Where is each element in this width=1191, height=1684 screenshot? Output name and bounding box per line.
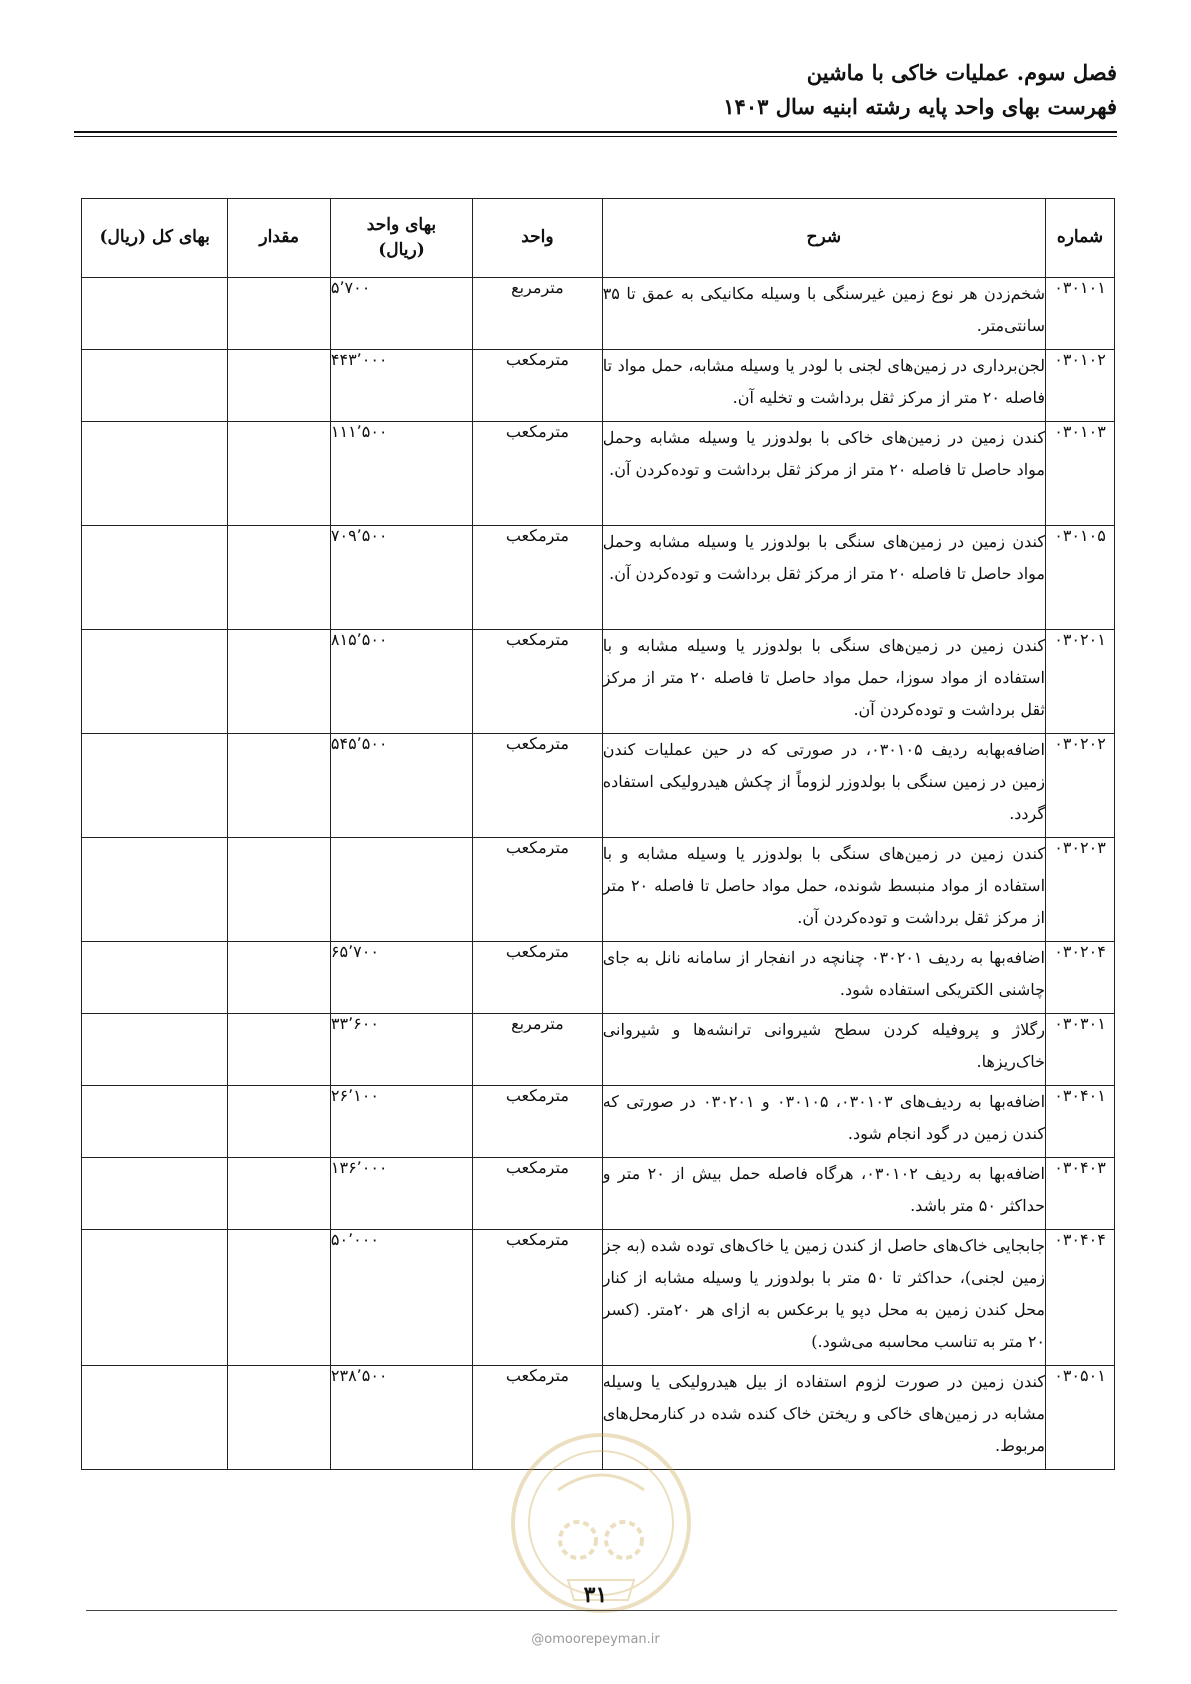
page-number: ۳۱ — [583, 1582, 608, 1608]
table-header-row — [82, 199, 1115, 278]
table-row — [82, 838, 1115, 942]
row-description: اضافه‌بهابه ردیف ۰۳۰۱۰۵، در صورتی که در حین عملیات کندن زمین در زمین سنگی با بولدوزر لزوماً از چکش هیدرولیکی استفاده گردد. — [602, 734, 1045, 838]
row-description: کندن زمین در زمین‌های خاکی با بولدوزر یا وسیله مشابه وحمل مواد حاصل تا فاصله ۲۰ متر از مرکز ثقل برداشت و توده‌کردن آن. — [602, 422, 1045, 526]
row-code: ۰۳۰۳۰۱ — [1046, 1014, 1115, 1086]
row-unit: مترمکعب — [473, 1366, 603, 1470]
header-unit: واحد — [473, 199, 603, 278]
row-code: ۰۳۰۴۰۱ — [1046, 1086, 1115, 1158]
price-table — [81, 198, 1115, 1470]
row-code: ۰۳۰۱۰۳ — [1046, 422, 1115, 526]
header-unit-price-currency: (ریال) — [378, 240, 425, 260]
header-unit-price-label: بهای واحد — [366, 214, 437, 235]
row-quantity — [228, 1158, 330, 1230]
row-unit: مترمکعب — [473, 942, 603, 1014]
row-unit-price: ۴۴۳٬۰۰۰ — [330, 350, 472, 422]
row-total-price — [82, 278, 228, 350]
row-quantity — [228, 838, 330, 942]
row-unit: مترمربع — [473, 1014, 603, 1086]
row-unit: مترمکعب — [473, 1230, 603, 1366]
row-unit-price: ۵۰٬۰۰۰ — [330, 1230, 472, 1366]
site-watermark: @omoorepeyman.ir — [531, 1632, 660, 1647]
row-code: ۰۳۰۲۰۳ — [1046, 838, 1115, 942]
row-unit: مترمکعب — [473, 1086, 603, 1158]
row-total-price — [82, 838, 228, 942]
row-total-price — [82, 630, 228, 734]
row-code: ۰۳۰۱۰۵ — [1046, 526, 1115, 630]
row-unit-price: ۸۱۵٬۵۰۰ — [330, 630, 472, 734]
table-row — [82, 734, 1115, 838]
row-total-price — [82, 1086, 228, 1158]
row-total-price — [82, 942, 228, 1014]
row-unit: مترمکعب — [473, 422, 603, 526]
table-row — [82, 526, 1115, 630]
row-description: اضافه‌بها به ردیف‌های ۰۳۰۱۰۳، ۰۳۰۱۰۵ و ۰۳۰۲۰۱ در صورتی که کندن زمین در گود انجام شود. — [602, 1086, 1045, 1158]
row-description: کندن زمین در زمین‌های سنگی با بولدوزر یا وسیله مشابه و با استفاده از مواد منبسط شونده، حمل مواد حاصل تا فاصله ۲۰ متر از مرکز ثقل برداشت و توده‌کردن آن. — [602, 838, 1045, 942]
row-unit: مترمربع — [473, 278, 603, 350]
header-rule-thick — [74, 131, 1117, 133]
row-quantity — [228, 422, 330, 526]
row-code: ۰۳۰۱۰۱ — [1046, 278, 1115, 350]
row-code: ۰۳۰۱۰۲ — [1046, 350, 1115, 422]
row-total-price — [82, 1230, 228, 1366]
row-code: ۰۳۰۲۰۴ — [1046, 942, 1115, 1014]
row-unit-price: ۵٬۷۰۰ — [330, 278, 472, 350]
row-unit-price: ۲۳۸٬۵۰۰ — [330, 1366, 472, 1470]
row-total-price — [82, 1158, 228, 1230]
row-description: کندن زمین در زمین‌های سنگی با بولدوزر یا وسیله مشابه وحمل مواد حاصل تا فاصله ۲۰ متر از مرکز ثقل برداشت و توده‌کردن آن. — [602, 526, 1045, 630]
table-row — [82, 1086, 1115, 1158]
row-description: کندن زمین در زمین‌های سنگی با بولدوزر یا وسیله مشابه و با استفاده از مواد سوزا، حمل مواد حاصل تا فاصله ۲۰ متر از مرکز ثقل برداشت و توده‌کردن آن. — [602, 630, 1045, 734]
row-unit-price: ۵۴۵٬۵۰۰ — [330, 734, 472, 838]
header-total-price: بهای کل (ریال) — [82, 199, 228, 278]
row-total-price — [82, 1014, 228, 1086]
row-description: کندن زمین در صورت لزوم استفاده از بیل هیدرولیکی یا وسیله مشابه در زمین‌های خاکی و ریختن خاک کنده شده در کنارمحل‌های مربوط. — [602, 1366, 1045, 1470]
row-total-price — [82, 526, 228, 630]
row-quantity — [228, 1086, 330, 1158]
row-code: ۰۳۰۲۰۱ — [1046, 630, 1115, 734]
row-description: جابجایی خاک‌های حاصل از کندن زمین یا خاک‌های توده شده (به جز زمین لجنی)، حداکثر تا ۵۰ متر با بولدوزر یا وسیله مشابه از کنار محل کندن زمین به محل دپو یا برعکس به ازای هر ۲۰متر. (کسر ۲۰ متر به تناسب محاسبه می‌شود.) — [602, 1230, 1045, 1366]
row-quantity — [228, 734, 330, 838]
table-row — [82, 1014, 1115, 1086]
row-unit-price: ۲۶٬۱۰۰ — [330, 1086, 472, 1158]
row-unit: مترمکعب — [473, 526, 603, 630]
row-description: اضافه‌بها به ردیف ۰۳۰۲۰۱ چنانچه در انفجار از سامانه نانل به جای چاشنی الکتریکی استفاده شود. — [602, 942, 1045, 1014]
row-quantity — [228, 942, 330, 1014]
row-unit-price: ۷۰۹٬۵۰۰ — [330, 526, 472, 630]
row-unit-price: ۳۳٬۶۰۰ — [330, 1014, 472, 1086]
header-rule-thin — [74, 136, 1117, 137]
table-row — [82, 278, 1115, 350]
row-description: رگلاژ و پروفیله کردن سطح شیروانی ترانشه‌ها و شیروانی خاک‌ریزها. — [602, 1014, 1045, 1086]
row-code: ۰۳۰۴۰۴ — [1046, 1230, 1115, 1366]
row-unit: مترمکعب — [473, 350, 603, 422]
header-quantity: مقدار — [228, 199, 330, 278]
row-unit-price: ۶۵٬۷۰۰ — [330, 942, 472, 1014]
table-row — [82, 422, 1115, 526]
row-unit: مترمکعب — [473, 1158, 603, 1230]
row-unit: مترمکعب — [473, 734, 603, 838]
row-quantity — [228, 350, 330, 422]
header-code: شماره — [1046, 199, 1115, 278]
table-row — [82, 1366, 1115, 1470]
row-total-price — [82, 734, 228, 838]
row-quantity — [228, 630, 330, 734]
document-title: فهرست بهای واحد پایه رشته ابنیه سال ۱۴۰۳ — [723, 94, 1117, 119]
table-row — [82, 942, 1115, 1014]
row-quantity — [228, 1230, 330, 1366]
row-total-price — [82, 350, 228, 422]
row-description: لجن‌برداری در زمین‌های لجنی با لودر یا وسیله مشابه، حمل مواد تا فاصله ۲۰ متر از مرکز ثقل برداشت و تخلیه آن. — [602, 350, 1045, 422]
header-description: شرح — [602, 199, 1045, 278]
row-unit: مترمکعب — [473, 838, 603, 942]
header-unit-price — [330, 199, 472, 278]
row-description: شخم‌زدن هر نوع زمین غیرسنگی با وسیله مکانیکی به عمق تا ۳۵ سانتی‌متر. — [602, 278, 1045, 350]
row-quantity — [228, 1366, 330, 1470]
row-unit-price — [330, 838, 472, 942]
table-row — [82, 630, 1115, 734]
footer-rule — [86, 1610, 1117, 1611]
row-quantity — [228, 526, 330, 630]
row-code: ۰۳۰۵۰۱ — [1046, 1366, 1115, 1470]
row-unit-price: ۱۳۶٬۰۰۰ — [330, 1158, 472, 1230]
page-header — [74, 56, 1117, 124]
row-quantity — [228, 1014, 330, 1086]
row-description: اضافه‌بها به ردیف ۰۳۰۱۰۲، هرگاه فاصله حمل بیش از ۲۰ متر و حداکثر ۵۰ متر باشد. — [602, 1158, 1045, 1230]
row-total-price — [82, 1366, 228, 1470]
table-row — [82, 1230, 1115, 1366]
row-code: ۰۳۰۴۰۳ — [1046, 1158, 1115, 1230]
row-unit: مترمکعب — [473, 630, 603, 734]
table-row — [82, 1158, 1115, 1230]
row-unit-price: ۱۱۱٬۵۰۰ — [330, 422, 472, 526]
row-total-price — [82, 422, 228, 526]
row-quantity — [228, 278, 330, 350]
chapter-title: فصل سوم. عملیات خاکی با ماشین — [806, 60, 1117, 85]
table-row — [82, 350, 1115, 422]
row-code: ۰۳۰۲۰۲ — [1046, 734, 1115, 838]
